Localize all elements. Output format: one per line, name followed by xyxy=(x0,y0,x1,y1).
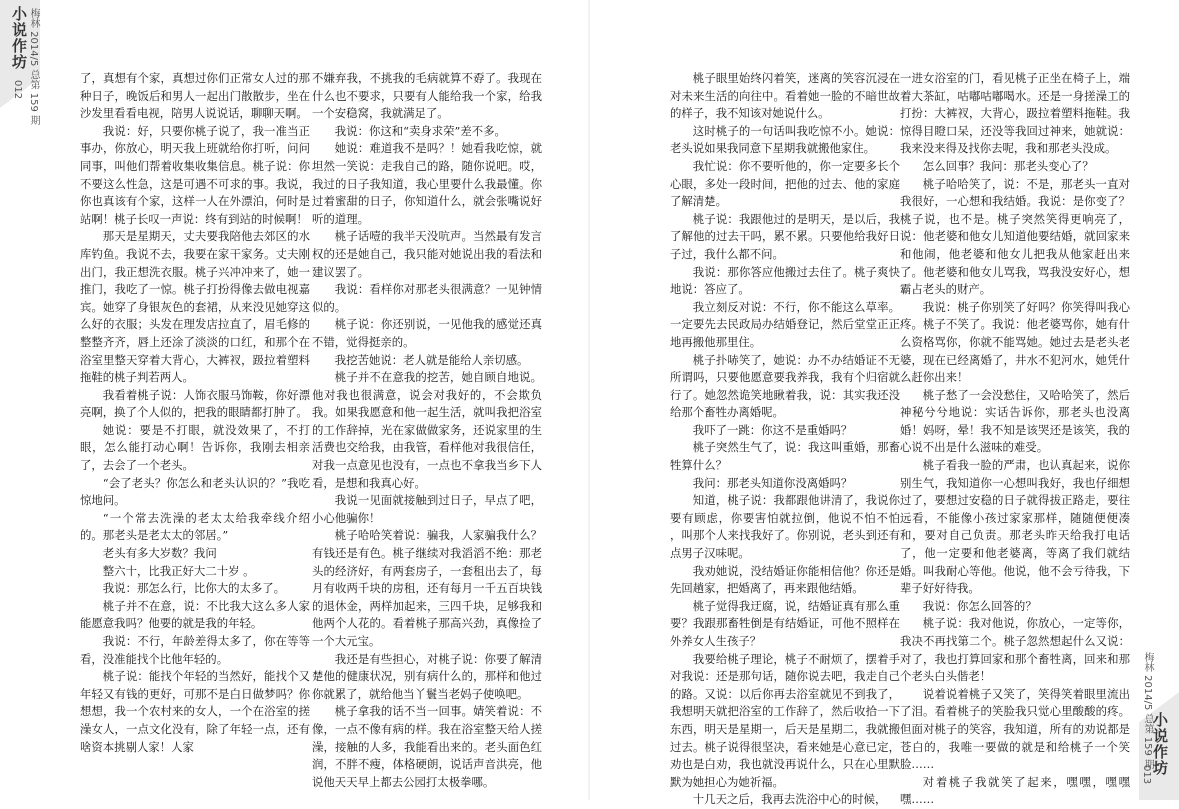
paragraph: 我说：你怎么回答的？ xyxy=(922,598,1037,613)
paragraph: 老头有多大岁数？我问 xyxy=(102,546,217,561)
paragraph: 桃子说：我跟他过的是明天，是以后，我了解他的过去干吗，累不累。只要他给我好日子过，我什么都不问。 xyxy=(670,211,900,261)
paragraph: 我说：好，只要你桃子说了，我一准当正事办，你放心，明天我上班就给你打听，问问同事，叫他们帮着收集收集信息。桃子说：你不要这么性急，这是可遇不可求的事。我说，你也真该有个家，这样一人在外漂泊，何时是站啊！桃子长叹一声说：终有到站的时候啊！ xyxy=(80,123,310,226)
paragraph: 我说：看样你对那老头很满意？一见钟情似的。 xyxy=(312,282,542,314)
page-number: 012 xyxy=(12,80,23,100)
paragraph: 桃子话噎的我半天没吭声。当然最有发言权的还是她自己，我只能对她说出我的看法和建议罢了。 xyxy=(312,229,542,279)
text-column-1 xyxy=(80,70,310,756)
issue-label: 梅林 2014/5 总第 159 期 xyxy=(1142,652,1153,769)
paragraph: 我说：那怎么行，比你大的太多了。 xyxy=(102,581,286,596)
paragraph: 那天是星期天，丈夫要我陪他去郊区的水库钓鱼。我说不去，我要在家干家务。丈夫刚出门，我正想洗衣服。桃子兴冲冲来了，她一推门，我吃了一惊。桃子打扮得像去做电视嘉宾。她穿了身银灰色的套裙，从来没见她穿这么好的衣服；头发在理发店拉直了，眉毛修的整整齐齐，唇上还涂了淡淡的口红，和那个在浴室里整天穿着大背心，大裤衩，趿拉着塑料拖鞋的桃子判若两人。 xyxy=(80,229,310,385)
text-column-3 xyxy=(670,70,900,809)
paragraph: 怎么回事？我问：那老头变心了？ xyxy=(922,158,1094,173)
paragraph: 桃子突然生气了，说：我这叫重婚，那畜牲算什么？ xyxy=(670,440,900,473)
paragraph: 我还是有些担心，对桃子说：你要了解清楚他的健康状况，别有病什么的，那样和他过你就累了，就给他当丫鬟当老妈子使唤吧。 xyxy=(312,651,542,701)
paragraph: “一个常去洗澡的老太太给我牵线介绍的。那老头是老太太的邻居。” xyxy=(80,510,310,543)
paragraph: 我问：那老头知道你没离婚吗？ xyxy=(692,475,853,490)
paragraph: 我说：那你答应他搬过去住了。桃子爽快地说：答应了。 xyxy=(670,264,900,297)
paragraph: 了，真想有个家，真想过你们正常女人过的那种日子，晚饭后和男人一起出门散散步，坐在沙发里看看电视，陪男人说说话，聊聊天啊。 xyxy=(80,71,310,121)
paragraph: 桃子看我一脸的严肃，也认真起来，说你别生气，我知道你一心想叫我好，我也仔细想过了，要想过安稳的日子就得拔正路走，要往远看，不能像小孩过家家那样，随随便便凑和，要对自己负责。那老头昨天给我打电话了，他一定要和他老婆离，等离了我们就结婚。叫我耐心等他。他说，他不会亏待我，下辈子好好待我。 xyxy=(900,458,1130,596)
right-page xyxy=(590,0,1179,807)
paragraph: 她说：难道我不是吗？！她看我吃惊，就坦然一笑说：走我自己的路，随你说吧。哎，我过的日子我知道，我心里要什么我最懂。你过着蜜甜的日子，你知道什么，就会张嘴说好听的道理。 xyxy=(312,141,542,226)
text-column-2 xyxy=(312,70,542,791)
paragraph: 桃子眼里始终闪着笑，迷离的笑容沉浸在对未来生活的向往中。看着她一脸的不暗世故的样子，我不知该对她说什么。 xyxy=(670,71,900,121)
paragraph: 我说：你这和“卖身求荣”差不多。 xyxy=(334,123,506,138)
paragraph: 这时桃子的一句话叫我吃惊不小。她说：老头说如果我同意下星期我就搬他家住。 xyxy=(670,123,900,156)
paragraph: 桃子觉得我迂腐，说，结婚证真有那么重要？我跟那畜牲倒是有结婚证，可他不照样在外养女人生孩子？ xyxy=(670,598,900,648)
paragraph: 桃子拿我的话不当一回事。婧笑着说：不像，一点不像有病的样。我在浴室整天给人搓澡，接触的人多，我能看出来的。老头面色红润，不胖不瘦，体格硬朗，说话声音洪亮，他说他天天早上都去公园打太极拳哪。 xyxy=(312,704,542,789)
paragraph: 一进女浴室的门，看见桃子正坐在椅子上，端着大茶缸，咕嘟咕嘟喝水。还是一身搓澡工的打扮：大裤衩，大背心，趿拉着塑料拖鞋。我惊得目瞪口呆，还没等我回过神来，她就说：我来没来得及找你去呢，我和那老头没成。 xyxy=(900,71,1130,156)
paragraph: 我劝她说，没结婚证你能相信他？你还是先回趟家，把婚离了，再来跟他结婚。 xyxy=(670,563,900,596)
paragraph: 不嫌弃我，不挑我的毛病就算不孬了。我现在什么也不要求，只要有人能给我一个家，给我一个安稳窝，我就满足了。 xyxy=(312,71,542,121)
text-column-4 xyxy=(900,70,1130,809)
paragraph: 桃子并不在意我的挖苦，她自顾自地说。他对我也很满意，说会对我好的，不会欺负我。如果我愿意和他一起生活，就叫我把浴室的工作辞掉，光在家做做家务，还说家里的生活费也交给我，由我管，看样他对我很信任，对我一点意见也没有，一点也不拿我当乡下人看，是想和我真心好。 xyxy=(312,370,542,490)
paragraph: 桃子说：我对他说，你放心，一定等你，我决不再找第二个。桃子忽然想起什么又说：对了，我也打算回家和那个畜牲离，回来和那个老头白头偕老！ xyxy=(900,616,1130,684)
issue-label: 梅林 2014/5 总第 159 期 xyxy=(28,8,39,125)
paragraph: 桃子愁了一会没愁住，又哈哈笑了，然后神秘兮兮地说：实话告诉你，那老头也没离婚！妈呀，晕！我不知是该哭还是该笑，我的心说不出是什么滋味的难受。 xyxy=(900,387,1130,455)
paragraph: 我说：桃子你别笑了好吗？你笑得叫我心疼。桃子不笑了。我说：他老婆骂你，她有什么资格骂你，你就不能骂她。她过去是老头老婆，现在已经离婚了，井水不犯河水，她凭什么赶你出来！ xyxy=(900,299,1130,385)
left-page xyxy=(0,0,589,800)
paragraph: 桃子说：能找个年轻的当然好，能找个又年轻又有钱的更好，可那不是白日做梦吗？你想想，我一个农村来的女人，一个在浴室的搓澡女人，一点文化没有，除了年轻一点，还有啥资本挑剔人家！人家 xyxy=(80,669,310,754)
paragraph: 桃子并不在意，说：不比我大这么多人家能愿意我吗？他要的就是我的年轻。 xyxy=(80,598,310,631)
paragraph: 桃子哈哈笑了，说：不是，那老头一直对我很好，一心想和我结婚。我说：是你变了？桃子说，也不是。桃子突然笑得更响亮了，说：他老婆和他女儿知道他要结婚，就回家来和他闹，他老婆和他女儿把我从他家赶出来了。他老婆和他女儿骂我，骂我没安好心，想霸占老头的财产。 xyxy=(900,176,1130,297)
paragraph: 桃子扑哧笑了，她说：办不办结婚证不无所谓吗，只要他愿意要我养我，我有个归宿就行了。她忽然诡笑地瞅着我，说：其实我还没给那个畜牲办离婚呢。 xyxy=(670,352,900,420)
paragraph: 我吓了一跳：你这不是重婚吗？ xyxy=(692,422,853,437)
paragraph: 我看着桃子说：人饰衣服马饰鞍，你好漂亮啊，换了个人似的，把我的眼睛都打肿了。 xyxy=(80,387,310,420)
paragraph: 我说：不行，年龄差得太多了，你在等等看，没准能找个比他年轻的。 xyxy=(80,634,310,666)
paragraph: 十几天之后，我再去洗浴中心的时候， xyxy=(692,792,887,807)
paragraph: 整六十，比我正好大二十岁 。 xyxy=(102,563,255,578)
magazine-title: 小说作坊 xyxy=(10,6,28,70)
paragraph: 我立刻反对说：不行，你不能这么草率。一定要先去民政局办结婚登记，然后堂堂正正地再搬他那里住。 xyxy=(670,299,900,349)
page-number: 013 xyxy=(1141,765,1152,785)
paragraph: 我忙说：你不要听他的，你一定要多长个心眼，多处一段时间，把他的过去、他的家庭了解清楚。 xyxy=(670,158,900,209)
paragraph: 桃子说：你还别说，一见他我的感觉还真不错，觉得挺亲的。 xyxy=(312,317,542,349)
magazine-title: 小说作坊 xyxy=(1151,712,1169,776)
paragraph: 桃子哈哈笑着说：骗我，人家骗我什么？有钱还是有色。桃子继续对我滔滔不绝：那老头的经济好，有两套房子，一套租出去了，每月有收两千块的房租，还有每月一千五百块钱的退休金，两样加起来，三四千块，足够我和他两个人花的。看着桃子那高兴劲，真像捡了一个大元宝。 xyxy=(312,528,542,648)
paragraph: 她说：要是不打眼，就没效果了，不打眼，怎么能打动心啊！告诉你，我刚去相亲了，去会了一个老头。 xyxy=(80,422,310,473)
paragraph: “会了老头？你怎么和老头认识的？”我吃惊地问。 xyxy=(80,475,310,508)
paragraph: 说着说着桃子又笑了，笑得笑着眼里流出了泪。看着桃子的笑脸我只觉心里酸酸的疼。但面对桃子的笑容，我知道，所有的劝说都是苍白的，我唯一要做的就是和给桃子一个笑脸…… xyxy=(900,686,1130,772)
paragraph: 我说一见面就接触到过日子，早点了吧，小心他骗你！ xyxy=(312,493,542,525)
paragraph: 我挖苦她说：老人就是能给人亲切感。 xyxy=(334,352,529,367)
paragraph: 对着桃子我就笑了起来，嘿嘿，嘿嘿嘿…… xyxy=(900,774,1130,807)
paragraph: 知道，桃子说：我都跟他讲清了，我说你要有顾虑，你要害怕就拉倒，他说不怕不怕 ，叫那个人来找我好了。你别说，老头到还有点男子汉味呢。 xyxy=(670,493,900,561)
paragraph: 我要给桃子理论，桃子不耐烦了，摆着手对我说：还是那句话，随你说去吧，我走自己的路。又说：以后你再去浴室就见不到我了，我想明天就把浴室的工作辞了，然后收拾一下东西，明天是星期一，后天是星期二，我就搬过去。桃子说得很坚决，看来她是心意已定，劝也是白劝，我也就没再说什么，只在心里默默为她担心为她祈福。 xyxy=(670,651,900,789)
